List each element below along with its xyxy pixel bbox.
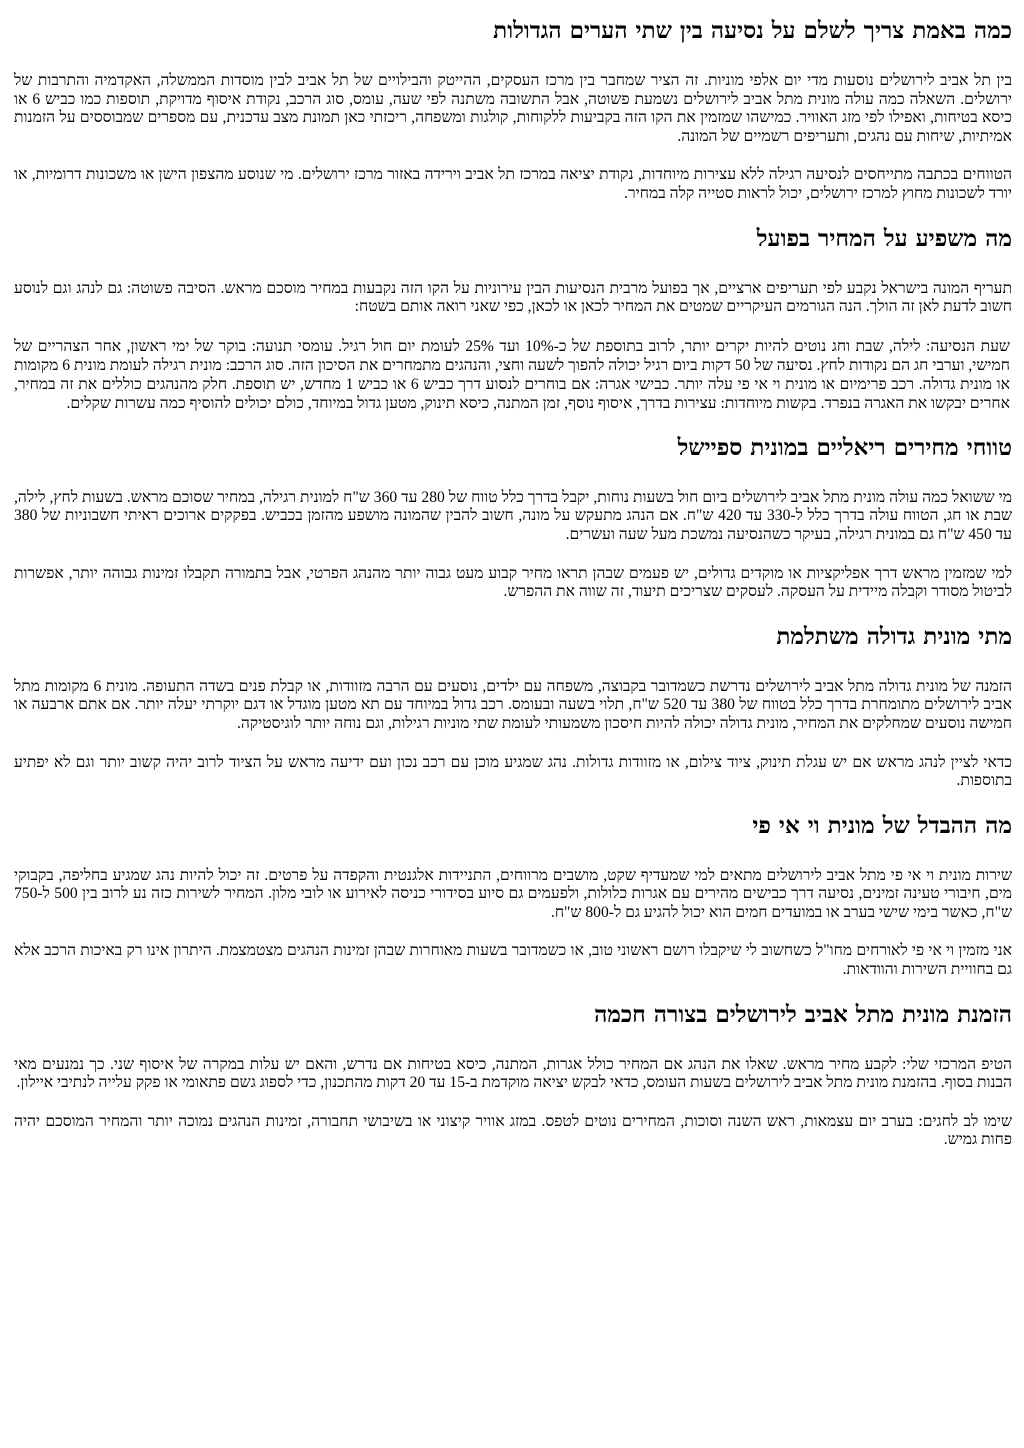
section-heading: טווחי מחירים ריאליים במונית ספיישל <box>677 433 1012 461</box>
factors-quote: שעת הנסיעה: לילה, שבת וחג נוטים להיות יקרים יותר, לרוב בתוספת של כ-10% ועד 25% לעומת יום חול רגיל. עומסי תנועה: בוקר של ימי ראשון, אחר הצהריים של חמישי, וערבי חג הם נקודות לחץ. נסיעה של 50 דקות ביום רגיל יכולה להפוך לשעה וחצי, והנהגים מתמחרים את הסיכון הזה. סוג הרכב: מונית רגילה לעומת מונית 6 מקומות או מונית גדולה. רכב פרימיום או מונית וי אי פי עלה יותר. כבישי אגרה: אם בוחרים לנסוע דרך כביש 6 או כביש 1 מחדש, יש תוספת. חלק מהנהגים כוללים את זה במחיר, אחרים יבקשו את האגרה בנפרד. בקשות מיוחדות: עצירות בדרך, איסוף נוסף, זמן המתנה, כיסא תינוק, מטען גדול במיוחד, כולם יכולים להוסיף כמה עשרות שקלים. <box>14 337 1011 412</box>
paragraph: הטווחים בכתבה מתייחסים לנסיעה רגילה ללא עצירות מיוחדות, נקודת יציאה במרכז תל אביב וירידה באזור מרכז ירושלים. מי שנוסע מהצפון הישן או משכונות דרומיות, או יורד לשכונות מחוץ למרכז ירושלים, יכול לראות סטייה קלה במחיר. <box>14 166 1012 202</box>
section-price-ranges <box>14 433 1012 602</box>
paragraph: הטיפ המרכזי שלי: לקבע מחיר מראש. שאלו את הנהג אם המחיר כולל אגרות, המתנה, כיסא בטיחות אם נדרש, והאם יש עלות במקרה של איסוף שני. כך נמנעים מאי הבנות בסוף. בהזמנת מונית מתל אביב לירושלים בשעות העומס, כדאי לבקש יציאה מוקדמת ב-15 עד 20 דקות מהתכנון, כדי לספוג גשם פתאומי או פקק עלייה לנתיבי איילון. <box>14 1055 1012 1092</box>
paragraph: בין תל אביב לירושלים נוסעות מדי יום אלפי מוניות. זה הציר שמחבר בין מרכז העסקים, ההייטק והבילויים של תל אביב לבין מוסדות הממשלה, האקדמיה והתרבות של ירושלים. השאלה כמה עולה מונית מתל אביב לירושלים נשמעת פשוטה, אבל התשובה משתנה לפי שעה, עומס, סוג הרכב, נקודת איסוף מדויקת, תוספות כמו כביש 6 או כיסא בטיחות, ואפילו לפי מזג האוויר. כמישהו שמזמין את הקו הזה בקביעות ללקוחות, קולגות ומשפחה, ריכזתי כאן תמונת מצב עדכנית, עם מספרים שמבוססים על הזמנות אמיתיות, שיחות עם נהגים, ותעריפים רשמיים של המונה. <box>14 72 1012 145</box>
paragraph: כדאי לציין לנהג מראש אם יש עגלת תינוק, ציוד צילום, או מזוודות גדולות. נהג שמגיע מוכן עם רכב נכון ועם ידיעה מראש על הציוד לרוב יהיה קשוב יותר וגם לא יפתיע בתוספות. <box>14 753 1012 790</box>
section-heading: כמה באמת צריך לשלם על נסיעה בין שתי הערים הגדולות <box>493 17 1012 44</box>
section-heading: מה ההבדל של מונית וי אי פי <box>752 811 1012 839</box>
section-total-cost <box>14 16 1012 204</box>
section-vip-taxi <box>14 811 1012 980</box>
paragraph: תעריף המונה בישראל נקבע לפי תעריפים ארציים, אך בפועל מרבית הנסיעות הבין עירוניות על הקו הזה נקבעות במחיר מוסכם מראש. הסיבה פשוטה: גם לנהג וגם לנוסע חשוב לדעת לאן זה הולך. הנה הגורמים העיקריים שמטים את המחיר לכאן או לכאן, כפי שאני רואה אותם בשטח: <box>14 279 1012 316</box>
paragraph: למי שמזמין מראש דרך אפליקציות או מוקדים גדולים, יש פעמים שבהן תראו מחיר קבוע מעט גבוה יותר מהנהג הפרטי, אבל בתמורה תקבלו זמינות גבוהה יותר, אפשרות לביטול מסודר וקבלה מיידית על העסקה. לעסקים שצריכים תיעוד, זה שווה את ההפרש. <box>14 564 1012 601</box>
section-smart-booking <box>14 1000 1012 1150</box>
section-heading: מתי מונית גדולה משתלמת <box>776 622 1012 650</box>
paragraph: מי ששואל כמה עולה מונית מתל אביב לירושלים ביום חול בשעות נוחות, יקבל בדרך כלל טווח של 280 עד 360 ש"ח למונית רגילה, במחיר שסוכם מראש. בשעות לחץ, לילה, שבת או חג, הטווח עולה בדרך כלל ל-330 עד 420 ש"ח. אם הנהג מתעקש על מונה, חשוב להבין שהמונה מושפע מהזמן בכביש. בפקקים ארוכים ראיתי חשבוניות של 380 עד 450 ש"ח גם במונית רגילה, בעיקר כשהנסיעה נמשכת מעל שעה ועשרים. <box>14 488 1013 543</box>
section-large-taxi <box>14 622 1012 791</box>
section-heading: מה משפיע על המחיר בפועל <box>756 224 1012 252</box>
paragraph: שימו לב לחגים: בערב יום עצמאות, ראש השנה וסוכות, המחירים נוטים לטפס. במזג אוויר קיצוני או בשיבושי תחבורה, זמינות הנהגים נמוכה יותר והמחיר המוסכם יהיה פחות גמיש. <box>14 1112 1012 1149</box>
paragraph: שירות מונית וי אי פי מתל אביב לירושלים מתאים למי שמעדיף שקט, מושבים מרווחים, התניידות אלגנטית והקפדה על פרטים. זה יכול להיות נהג שמגיע בחליפה, בקבוקי מים, חיבורי טעינה זמינים, נסיעה דרך כבישים מהירים עם אגרות כלולות, ולפעמים גם סיוע בסידורי כניסה לאירוע או לובי מלון. המחיר לשירות כזה נע לרוב בין 500 ל-750 ש"ח, כאשר בימי שישי בערב או במועדים חמים הוא יכול להגיע גם ל-800 ש"ח. <box>14 866 1013 921</box>
paragraph: הזמנה של מונית גדולה מתל אביב לירושלים נדרשת כשמדובר בקבוצה, משפחה עם ילדים, נוסעים עם הרבה מזוודות, או קבלת פנים בשדה התעופה. מונית 6 מקומות מתל אביב לירושלים מתומחרת בדרך כלל בטווח של 380 עד 520 ש"ח, תלוי בשעה ובעומס. רכב גדול במיוחד עם תא מטען מוגדל או דגם יוקרתי יעלה יותר. אם אתם ארבעה או חמישה נוסעים שמחלקים את המחיר, מונית גדולה יכולה להיות חיסכון משמעותי לעומת שתי מוניות רגילות, וגם נוחה יותר לוגיסטיקה. <box>14 677 1013 732</box>
paragraph: אני מזמין וי אי פי לאורחים מחו"ל כשחשוב לי שיקבלו רושם ראשוני טוב, או כשמדובר בשעות מאוחרות שבהן זמינות הנהגים מצטמצמת. היתרון אינו רק באיכות הרכב אלא גם בחוויית השירות והוודאות. <box>14 942 1012 979</box>
section-price-factors <box>14 224 1012 413</box>
section-heading: הזמנת מונית מתל אביב לירושלים בצורה חכמה <box>594 1000 1012 1028</box>
